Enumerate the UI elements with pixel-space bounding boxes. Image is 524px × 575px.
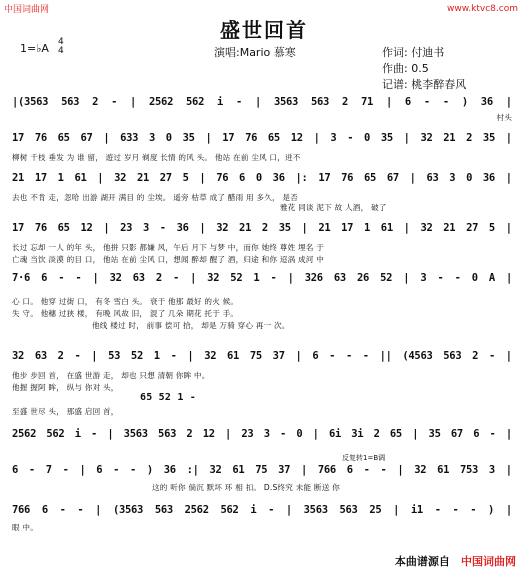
- note-token: i: [74, 428, 81, 440]
- note-token: 6: [41, 272, 48, 284]
- note-token: -: [454, 272, 461, 284]
- notation-row: [12, 172, 512, 184]
- note-token: 17: [12, 222, 25, 234]
- note-token: 3: [449, 172, 456, 184]
- note-token: 2562: [149, 96, 174, 108]
- barline: |: [313, 132, 320, 144]
- notation-row: [12, 222, 512, 234]
- note-token: 0: [471, 272, 478, 284]
- note-token: 61: [380, 222, 393, 234]
- lyric-line-2: 失 守。 他穗 过狭 楼， 有晚 风故 旧， 混了 几朵 期花 托于 手。: [12, 309, 239, 318]
- note-token: 32: [420, 132, 433, 144]
- note-token: -: [452, 504, 459, 516]
- note-token: -: [113, 464, 120, 476]
- note-token: 63: [426, 172, 439, 184]
- notation-row: [12, 428, 512, 440]
- note-token: 21: [136, 172, 149, 184]
- note-token: -: [77, 504, 84, 516]
- note-token: 7·6: [12, 272, 31, 284]
- note-token: 2562: [184, 504, 209, 516]
- time-signature-top: 4: [58, 37, 64, 47]
- barline: |: [79, 464, 86, 476]
- note-token: -: [488, 350, 495, 362]
- note-token: -: [236, 96, 243, 108]
- note-token: 32: [414, 464, 427, 476]
- barline: |: [103, 132, 110, 144]
- note-token: 35: [482, 132, 495, 144]
- note-token: 6: [239, 172, 246, 184]
- note-token: 5: [182, 172, 189, 184]
- lyric-line: 眼 中。: [12, 523, 38, 532]
- barline: |: [403, 132, 410, 144]
- barline: |: [403, 222, 410, 234]
- note-token: 6: [41, 504, 48, 516]
- note-token: 2: [155, 272, 162, 284]
- lyric-line-3: 他线 楼过 时， 前事 偿可 拾， 却是 万骑 穿心 再一 次。: [92, 321, 290, 330]
- note-token: 766: [317, 464, 336, 476]
- note-token: 65: [57, 132, 70, 144]
- note-token: -: [437, 272, 444, 284]
- note-token: 6: [312, 350, 319, 362]
- note-token: 21: [443, 132, 456, 144]
- note-token: 61: [232, 464, 245, 476]
- note-token: 3: [142, 222, 149, 234]
- note-token: 26: [357, 272, 370, 284]
- note-token: 326: [304, 272, 323, 284]
- note-token: 21: [318, 222, 331, 234]
- note-token: 76: [34, 222, 47, 234]
- note-token: 36: [176, 222, 189, 234]
- note-token: 65: [267, 132, 280, 144]
- note-token: ): [488, 504, 495, 516]
- lyric-line: 柳树 千枝 垂发 为 谁 留， 遊过 岁月 剃度 长情 的风 头。 他站 在前 尘风 口，迸不: [12, 153, 301, 162]
- time-signature: [58, 38, 64, 56]
- note-token: 23: [120, 222, 133, 234]
- barline: |: [103, 222, 110, 234]
- notation-row: [12, 464, 512, 476]
- note-token: 1: [363, 222, 371, 234]
- barline: |:: [295, 172, 308, 184]
- note-token: 65: [363, 172, 377, 184]
- barline: |: [505, 172, 512, 184]
- barline: |: [505, 464, 512, 476]
- barline: |: [92, 272, 99, 284]
- barline: |: [397, 464, 404, 476]
- note-token: 5: [488, 222, 495, 234]
- note-token: -: [329, 350, 336, 362]
- note-token: 753: [459, 464, 479, 476]
- note-token: -: [380, 464, 387, 476]
- note-token: 0: [255, 172, 262, 184]
- barline: |: [505, 96, 512, 108]
- note-token: 3: [148, 132, 156, 144]
- note-token: -: [347, 132, 354, 144]
- note-token: -: [270, 272, 277, 284]
- note-token: 52: [130, 350, 143, 362]
- note-token: 766: [12, 504, 31, 516]
- note-token: 37: [272, 350, 285, 362]
- alt-notation: 65 52 1 -: [140, 392, 196, 403]
- source-site: 中国词曲网: [461, 555, 516, 568]
- barline: |: [505, 504, 512, 516]
- barline: |: [505, 222, 512, 234]
- note-token: 0: [364, 132, 371, 144]
- note-token: 2: [373, 428, 380, 440]
- note-token: 0: [165, 132, 172, 144]
- barline: |: [505, 350, 512, 362]
- note-token: -: [91, 428, 98, 440]
- notation-row: [12, 350, 512, 362]
- note-token: -: [442, 96, 449, 108]
- note-token: 36: [482, 172, 495, 184]
- note-token: 6: [12, 464, 19, 476]
- note-token: -: [423, 96, 430, 108]
- barline: |: [393, 504, 400, 516]
- lyricist: 作词: 付迪书: [382, 46, 445, 59]
- note-token: 21: [443, 222, 456, 234]
- note-token: 7: [45, 464, 52, 476]
- note-token: 6: [404, 96, 411, 108]
- note-token: -: [434, 504, 441, 516]
- barline: |: [225, 428, 232, 440]
- note-token: -: [489, 428, 496, 440]
- note-token: 563: [158, 428, 177, 440]
- note-token: -: [28, 464, 35, 476]
- lyric-line-2: 他握 握阿 眸， 纵与 你对 头，: [12, 383, 119, 392]
- barline: |: [199, 172, 206, 184]
- notation-row: [12, 272, 512, 284]
- note-token: 12: [80, 222, 93, 234]
- lyric-line-2: 亡魂 当饮 淡漠 的目 口， 他站 在前 尘风 口，想闻 醉却 醒了 酒，归途 和你 迢涡 成河 中: [12, 255, 324, 264]
- note-token: 53: [108, 350, 121, 362]
- note-token: 17: [222, 132, 235, 144]
- note-token: 71: [360, 96, 374, 108]
- note-token: 27: [466, 222, 479, 234]
- note-token: -: [170, 350, 177, 362]
- note-token: 25: [369, 504, 382, 516]
- note-token: 6: [96, 464, 103, 476]
- lyric-line-3: 至盛 世尽 头， 那盛 启回 首，: [12, 407, 119, 416]
- watermark-top-left: 中国词曲网: [4, 5, 50, 15]
- note-token: 3563: [123, 428, 148, 440]
- note-token: 52: [380, 272, 393, 284]
- note-token: 3: [263, 428, 270, 440]
- note-token: 3: [420, 272, 427, 284]
- note-token: 63: [333, 272, 346, 284]
- transcriber: 记谱: 桃李醉春风: [382, 78, 467, 91]
- note-token: 17: [12, 132, 25, 144]
- note-token: 633: [120, 132, 139, 144]
- barline: |: [97, 172, 104, 184]
- barline: |: [130, 96, 137, 108]
- barline: |: [505, 132, 512, 144]
- note-token: 32: [114, 172, 127, 184]
- note-token: 27: [159, 172, 172, 184]
- note-token: A: [488, 272, 495, 284]
- note-token: 32: [12, 350, 25, 362]
- note-token: 32: [109, 272, 122, 284]
- barline: :|: [186, 464, 199, 476]
- barline: |: [95, 504, 102, 516]
- note-token: 35: [182, 132, 195, 144]
- note-token: 32: [207, 272, 220, 284]
- note-token: 67: [386, 172, 399, 184]
- barline: |: [409, 172, 416, 184]
- note-token: 36: [272, 172, 285, 184]
- lyric-line: 他步 步回 首， 在盛 世游 走， 却也 只想 清朝 你眸 中。: [12, 371, 210, 380]
- note-token: 17: [34, 172, 47, 184]
- note-token: 32: [216, 222, 229, 234]
- note-token: -: [172, 272, 179, 284]
- barline: |: [312, 428, 319, 440]
- key-signature: 1=♭A: [20, 42, 49, 55]
- note-token: 61: [227, 350, 240, 362]
- note-token: 1: [253, 272, 260, 284]
- barline: |: [187, 350, 194, 362]
- note-token: -: [58, 272, 65, 284]
- barline: |: [254, 96, 262, 108]
- lyric-line: 村头: [496, 113, 512, 122]
- note-token: 52: [230, 272, 243, 284]
- note-token: 21: [239, 222, 252, 234]
- note-token: 63: [34, 350, 47, 362]
- note-token: 1: [57, 172, 64, 184]
- time-signature-bottom: 4: [58, 46, 64, 56]
- lyric-line: 长过 忘却 一人 的年 头， 他拼 只影 都嫌 风，午后 月下 与梦 中，而你 她终 尊姓 埋名 于: [12, 243, 324, 252]
- note-token: (4563: [402, 350, 433, 362]
- note-token: 2: [186, 428, 193, 440]
- note-token: 1: [153, 350, 160, 362]
- notation-row: [12, 96, 512, 108]
- note-token: 3563: [303, 504, 328, 516]
- note-token: 32: [209, 464, 222, 476]
- note-token: i1: [410, 504, 423, 516]
- note-token: 65: [389, 428, 402, 440]
- note-token: 12: [290, 132, 303, 144]
- barline: |: [285, 504, 292, 516]
- note-token: i: [250, 504, 257, 516]
- note-token: -: [345, 350, 352, 362]
- note-token: ): [146, 464, 153, 476]
- note-token: -: [111, 96, 118, 108]
- note-token: 76: [341, 172, 354, 184]
- barline: |: [412, 428, 419, 440]
- barline: |: [403, 272, 410, 284]
- modulation-note: 反复转1=B调: [342, 454, 386, 462]
- note-token: 6i: [328, 428, 341, 440]
- note-token: 563: [310, 96, 330, 108]
- lyric-line-2: 雅花 同谈 泥下 故 人酒， 破了: [280, 203, 387, 212]
- note-token: 562: [220, 504, 239, 516]
- note-token: 37: [278, 464, 291, 476]
- note-token: 61: [74, 172, 87, 184]
- barline: |: [91, 350, 98, 362]
- note-token: -: [74, 350, 81, 362]
- note-token: -: [75, 272, 82, 284]
- note-token: 76: [34, 132, 47, 144]
- barline: |: [190, 272, 197, 284]
- note-token: 12: [202, 428, 215, 440]
- note-token: 75: [255, 464, 268, 476]
- note-token: 36: [163, 464, 176, 476]
- note-token: 75: [249, 350, 262, 362]
- note-token: 61: [437, 464, 450, 476]
- note-token: 562: [46, 428, 65, 440]
- composer: 作曲: 0.5: [382, 62, 429, 75]
- notation-row: [12, 132, 512, 144]
- note-token: 6: [473, 428, 480, 440]
- barline: |: [505, 272, 512, 284]
- lyric-line: 去也 不肯 走，忽哈 出游 湖开 满目 的 尘埃。 遥旁 枯草 成了 醋雨 用 多久， 是否: [12, 193, 298, 202]
- note-token: 563: [339, 504, 358, 516]
- note-token: 563: [154, 504, 173, 516]
- barline: |: [205, 132, 212, 144]
- note-token: 65: [57, 222, 70, 234]
- watermark-top-right: www.ktvc8.com: [447, 4, 518, 14]
- note-token: -: [159, 222, 166, 234]
- note-token: 562: [186, 96, 205, 108]
- barline: |: [107, 428, 114, 440]
- note-token: -: [59, 504, 66, 516]
- note-token: 6: [346, 464, 353, 476]
- note-token: 0: [466, 172, 473, 184]
- note-token: -: [62, 464, 69, 476]
- note-token: 2: [342, 96, 349, 108]
- note-token: 21: [12, 172, 25, 184]
- note-token: |(3563: [12, 96, 49, 108]
- note-token: 67: [450, 428, 463, 440]
- note-token: ): [461, 96, 468, 108]
- singers: 演唱:Mario 慕寒: [214, 46, 296, 59]
- note-token: i: [217, 96, 224, 108]
- note-token: -: [362, 350, 369, 362]
- note-token: 32: [420, 222, 433, 234]
- barline: ||: [379, 350, 392, 362]
- source-footer: [395, 550, 516, 569]
- note-token: 0: [296, 428, 303, 440]
- note-token: 17: [341, 222, 354, 234]
- barline: |: [287, 272, 294, 284]
- note-token: 35: [428, 428, 441, 440]
- barline: |: [301, 222, 308, 234]
- note-token: -: [363, 464, 370, 476]
- note-token: 3: [488, 464, 495, 476]
- note-token: 35: [380, 132, 393, 144]
- note-token: 17: [318, 172, 331, 184]
- source-label: 本曲谱源自: [394, 555, 450, 568]
- note-token: 563: [443, 350, 462, 362]
- note-token: 2: [466, 132, 473, 144]
- lyric-line: 心 口。 他穿 过街 口， 有冬 雪白 头。 衰于 他那 最好 的火 候。: [12, 297, 239, 306]
- note-token: 2: [92, 96, 99, 108]
- note-token: 2562: [12, 428, 37, 440]
- note-token: 32: [204, 350, 217, 362]
- note-token: (3563: [112, 504, 144, 516]
- note-token: 23: [241, 428, 254, 440]
- note-token: 2: [472, 350, 479, 362]
- lyric-line: 这的 听你 倘沉 默坏 环 相 扣。 D.S终究 未能 断送 你: [152, 483, 340, 492]
- note-token: 76: [216, 172, 229, 184]
- note-token: 2: [57, 350, 64, 362]
- note-token: 36: [480, 96, 493, 108]
- barline: |: [300, 464, 308, 476]
- barline: |: [199, 222, 206, 234]
- note-token: 3: [330, 132, 337, 144]
- note-token: -: [268, 504, 275, 516]
- barline: |: [295, 350, 302, 362]
- note-token: 67: [80, 132, 93, 144]
- note-token: 2: [261, 222, 268, 234]
- note-token: -: [280, 428, 287, 440]
- note-token: -: [130, 464, 137, 476]
- note-token: 63: [132, 272, 145, 284]
- note-token: 563: [61, 96, 80, 108]
- note-token: 3563: [273, 96, 299, 108]
- note-token: 3i: [351, 428, 364, 440]
- barline: |: [385, 96, 392, 108]
- barline: |: [505, 428, 512, 440]
- note-token: 35: [278, 222, 291, 234]
- notation-row: [12, 504, 512, 516]
- song-title: 盛世回首: [220, 18, 308, 42]
- note-token: 76: [245, 132, 258, 144]
- note-token: -: [470, 504, 477, 516]
